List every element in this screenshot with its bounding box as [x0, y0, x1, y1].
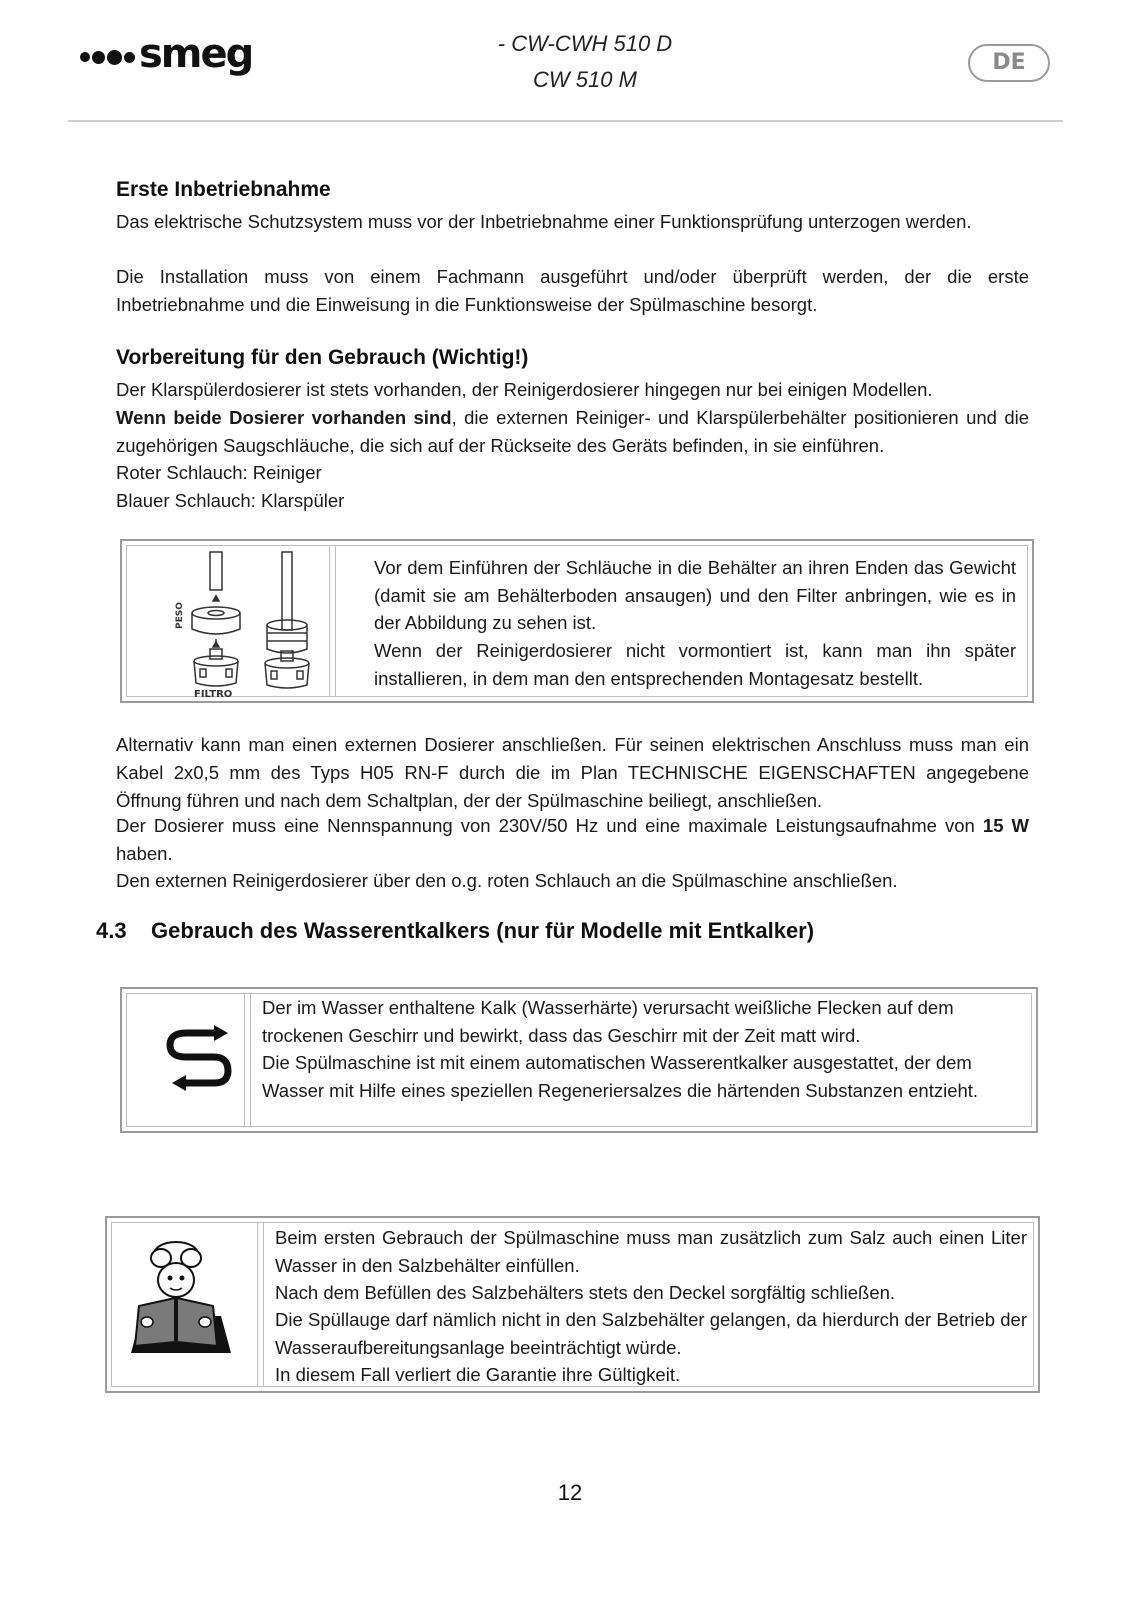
first-use-paragraph-2: Die Installation muss von einem Fachmann ausgeführt und/oder überprüft werden, der die erste Inbetriebnahme und die Einweisung in die Funktionsweise der Spülmaschine besorgt.: [116, 266, 1029, 315]
hose-box-text-2: Wenn der Reinigerdosierer nicht vormontiert ist, kann man ihn später installieren, in dem man den entsprechenden Montagesatz bestellt.: [374, 640, 1016, 689]
preparation-paragraph-2-rest: , die externen Reiniger- und Klarspülerbehälter positionieren und die zugehörigen Saugschläuche, die sich auf der Rückseite des Geräts befinden, in sie einführen.: [116, 407, 1030, 456]
water-softener-box: [120, 987, 1038, 1133]
hose-weight-filter-box: [120, 539, 1034, 703]
blue-hose-line: Blauer Schlauch: Klarspüler: [116, 490, 345, 511]
external-dispenser-paragraph-2-end: haben.: [116, 843, 173, 864]
external-dispenser-paragraph-3: Den externen Reinigerdosierer über den o.g. roten Schlauch an die Spülmaschine anschließen.: [116, 870, 898, 891]
brand-logo: [80, 31, 253, 77]
softener-box-text-1: Der im Wasser enthaltene Kalk (Wasserhärte) verursacht weißliche Flecken auf dem trockenen Geschirr und bewirkt, dass das Geschirr mit der Zeit matt wird.: [262, 997, 954, 1046]
reading-chef-icon: [121, 1238, 241, 1358]
salt-box-text-1: Beim ersten Gebrauch der Spülmaschine muss man zusätzlich zum Salz auch einen Liter Wasser in den Salzbehälter einfüllen.: [275, 1227, 1027, 1276]
first-use-paragraph-1: Das elektrische Schutzsystem muss vor der Inbetriebnahme einer Funktionsprüfung unterzogen werden.: [116, 211, 972, 232]
red-hose-line: Roter Schlauch: Reiniger: [116, 462, 322, 483]
water-softener-icon: [162, 1025, 238, 1095]
filtro-label: FILTRO: [194, 689, 233, 697]
model-line-2: CW 510 M: [533, 67, 637, 92]
hose-weight-filter-illustration: [132, 547, 327, 697]
softener-box-text-2: Die Spülmaschine ist mit einem automatischen Wasserentkalker ausgestattet, der dem Wasser mit Hilfe eines speziellen Regeneriersalzes die härtenden Substanzen entzieht.: [262, 1052, 979, 1101]
external-dispenser-paragraph-1: Alternativ kann man einen externen Dosierer anschließen. Für seinen elektrischen Anschluss muss man ein Kabel 2x0,5 mm des Typs H05 RN-F durch die im Plan TECHNISCHE EIGENSCHAFTEN angegebene Öffnung führen und nach dem Schaltplan, der der Spülmaschine beiliegt, anschließen.: [116, 734, 1029, 811]
external-dispenser-paragraph-2: [116, 812, 1029, 868]
section-title-first-use: Erste Inbetriebnahme: [116, 178, 331, 201]
hose-box-text-1: Vor dem Einführen der Schläuche in die Behälter an ihren Enden das Gewicht (damit sie am Behälterboden ansaugen) und den Filter anbringen, wie es in der Abbildung zu sehen ist.: [374, 557, 1016, 633]
header-divider: [68, 120, 1063, 122]
model-line-1: - CW-CWH 510 D: [497, 31, 673, 56]
page-number: 12: [557, 1480, 583, 1505]
section-title-softener: Gebrauch des Wasserentkalkers (nur für Modelle mit Entkalker): [151, 918, 815, 943]
salt-box-text-2: Nach dem Befüllen des Salzbehälters stets den Deckel sorgfältig schließen.: [275, 1282, 896, 1303]
preparation-paragraph-2: [116, 404, 1029, 460]
salt-note-box: [105, 1216, 1040, 1393]
salt-box-text-4: In diesem Fall verliert die Garantie ihre Gültigkeit.: [275, 1364, 681, 1385]
max-power-value: 15 W: [982, 815, 1030, 836]
logo-dots: [80, 50, 135, 65]
external-dispenser-paragraph-2-start: Der Dosierer muss eine Nennspannung von 230V/50 Hz und eine maximale Leistungsaufnahme von: [116, 815, 975, 836]
preparation-paragraph-1: Der Klarspülerdosierer ist stets vorhanden, der Reinigerdosierer hingegen nur bei einigen Modellen.: [116, 379, 933, 400]
language-badge: DE: [968, 44, 1050, 82]
section-number-softener: 4.3: [96, 918, 127, 943]
preparation-bold-lead: Wenn beide Dosierer vorhanden sind: [116, 407, 452, 428]
peso-label: PESO: [175, 602, 185, 629]
section-title-preparation: Vorbereitung für den Gebrauch (Wichtig!): [116, 346, 529, 369]
brand-name: smeg: [139, 31, 253, 77]
salt-box-text-3: Die Spüllauge darf nämlich nicht in den Salzbehälter gelangen, da hierdurch der Betrieb der Wasseraufbereitungsanlage beeinträchtigt würde.: [275, 1309, 1027, 1358]
